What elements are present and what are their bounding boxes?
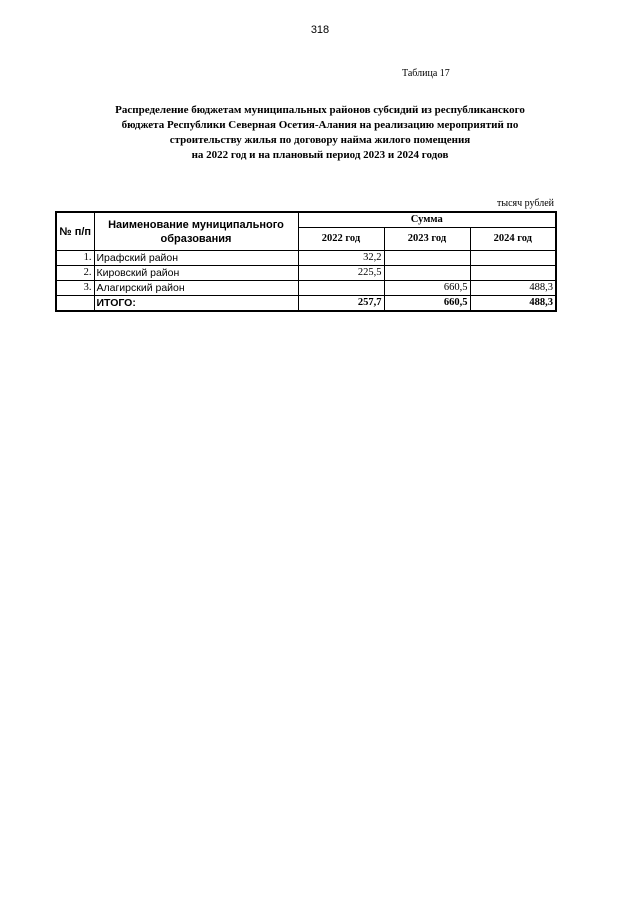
row-value-2024 [470, 266, 556, 281]
total-value-2024: 488,3 [470, 296, 556, 312]
table-row [56, 281, 556, 296]
header-name-text: Наименование муниципального образования [108, 218, 284, 245]
page-number: 318 [310, 24, 330, 36]
total-label: ИТОГО: [94, 296, 298, 312]
title-line: на 2022 год и на плановый период 2023 и 2024 годов [191, 149, 449, 161]
budget-table [55, 211, 557, 312]
row-value-2022 [298, 281, 384, 296]
header-year-2022: 2022 год [298, 228, 384, 251]
units-label: тысяч рублей [496, 198, 554, 209]
title-line: строительству жилья по договору найма жилого помещения [169, 134, 471, 146]
row-value-2024 [470, 251, 556, 266]
table-label: Таблица 17 [402, 68, 450, 79]
table-row [56, 251, 556, 266]
header-number: № п/п [56, 212, 94, 251]
total-row [56, 296, 556, 312]
total-empty-cell [56, 296, 94, 312]
header-name [94, 212, 298, 251]
header-year-2023: 2023 год [384, 228, 470, 251]
row-value-2022: 225,5 [298, 266, 384, 281]
total-value-2023: 660,5 [384, 296, 470, 312]
row-value-2024: 488,3 [470, 281, 556, 296]
row-number: 2. [56, 266, 94, 281]
row-name: Алагирский район [94, 281, 298, 296]
row-value-2023 [384, 251, 470, 266]
row-name: Ирафский район [94, 251, 298, 266]
row-value-2023: 660,5 [384, 281, 470, 296]
title-line: бюджета Республики Северная Осетия-Алания на реализацию мероприятий по [121, 119, 519, 131]
document-title [40, 103, 600, 163]
row-value-2022: 32,2 [298, 251, 384, 266]
row-name: Кировский район [94, 266, 298, 281]
row-number: 1. [56, 251, 94, 266]
row-number: 3. [56, 281, 94, 296]
title-line: Распределение бюджетам муниципальных районов субсидий из республиканского [115, 104, 525, 116]
table-row [56, 266, 556, 281]
row-value-2023 [384, 266, 470, 281]
total-value-2022: 257,7 [298, 296, 384, 312]
header-year-2024: 2024 год [470, 228, 556, 251]
header-sum: Сумма [298, 212, 556, 228]
